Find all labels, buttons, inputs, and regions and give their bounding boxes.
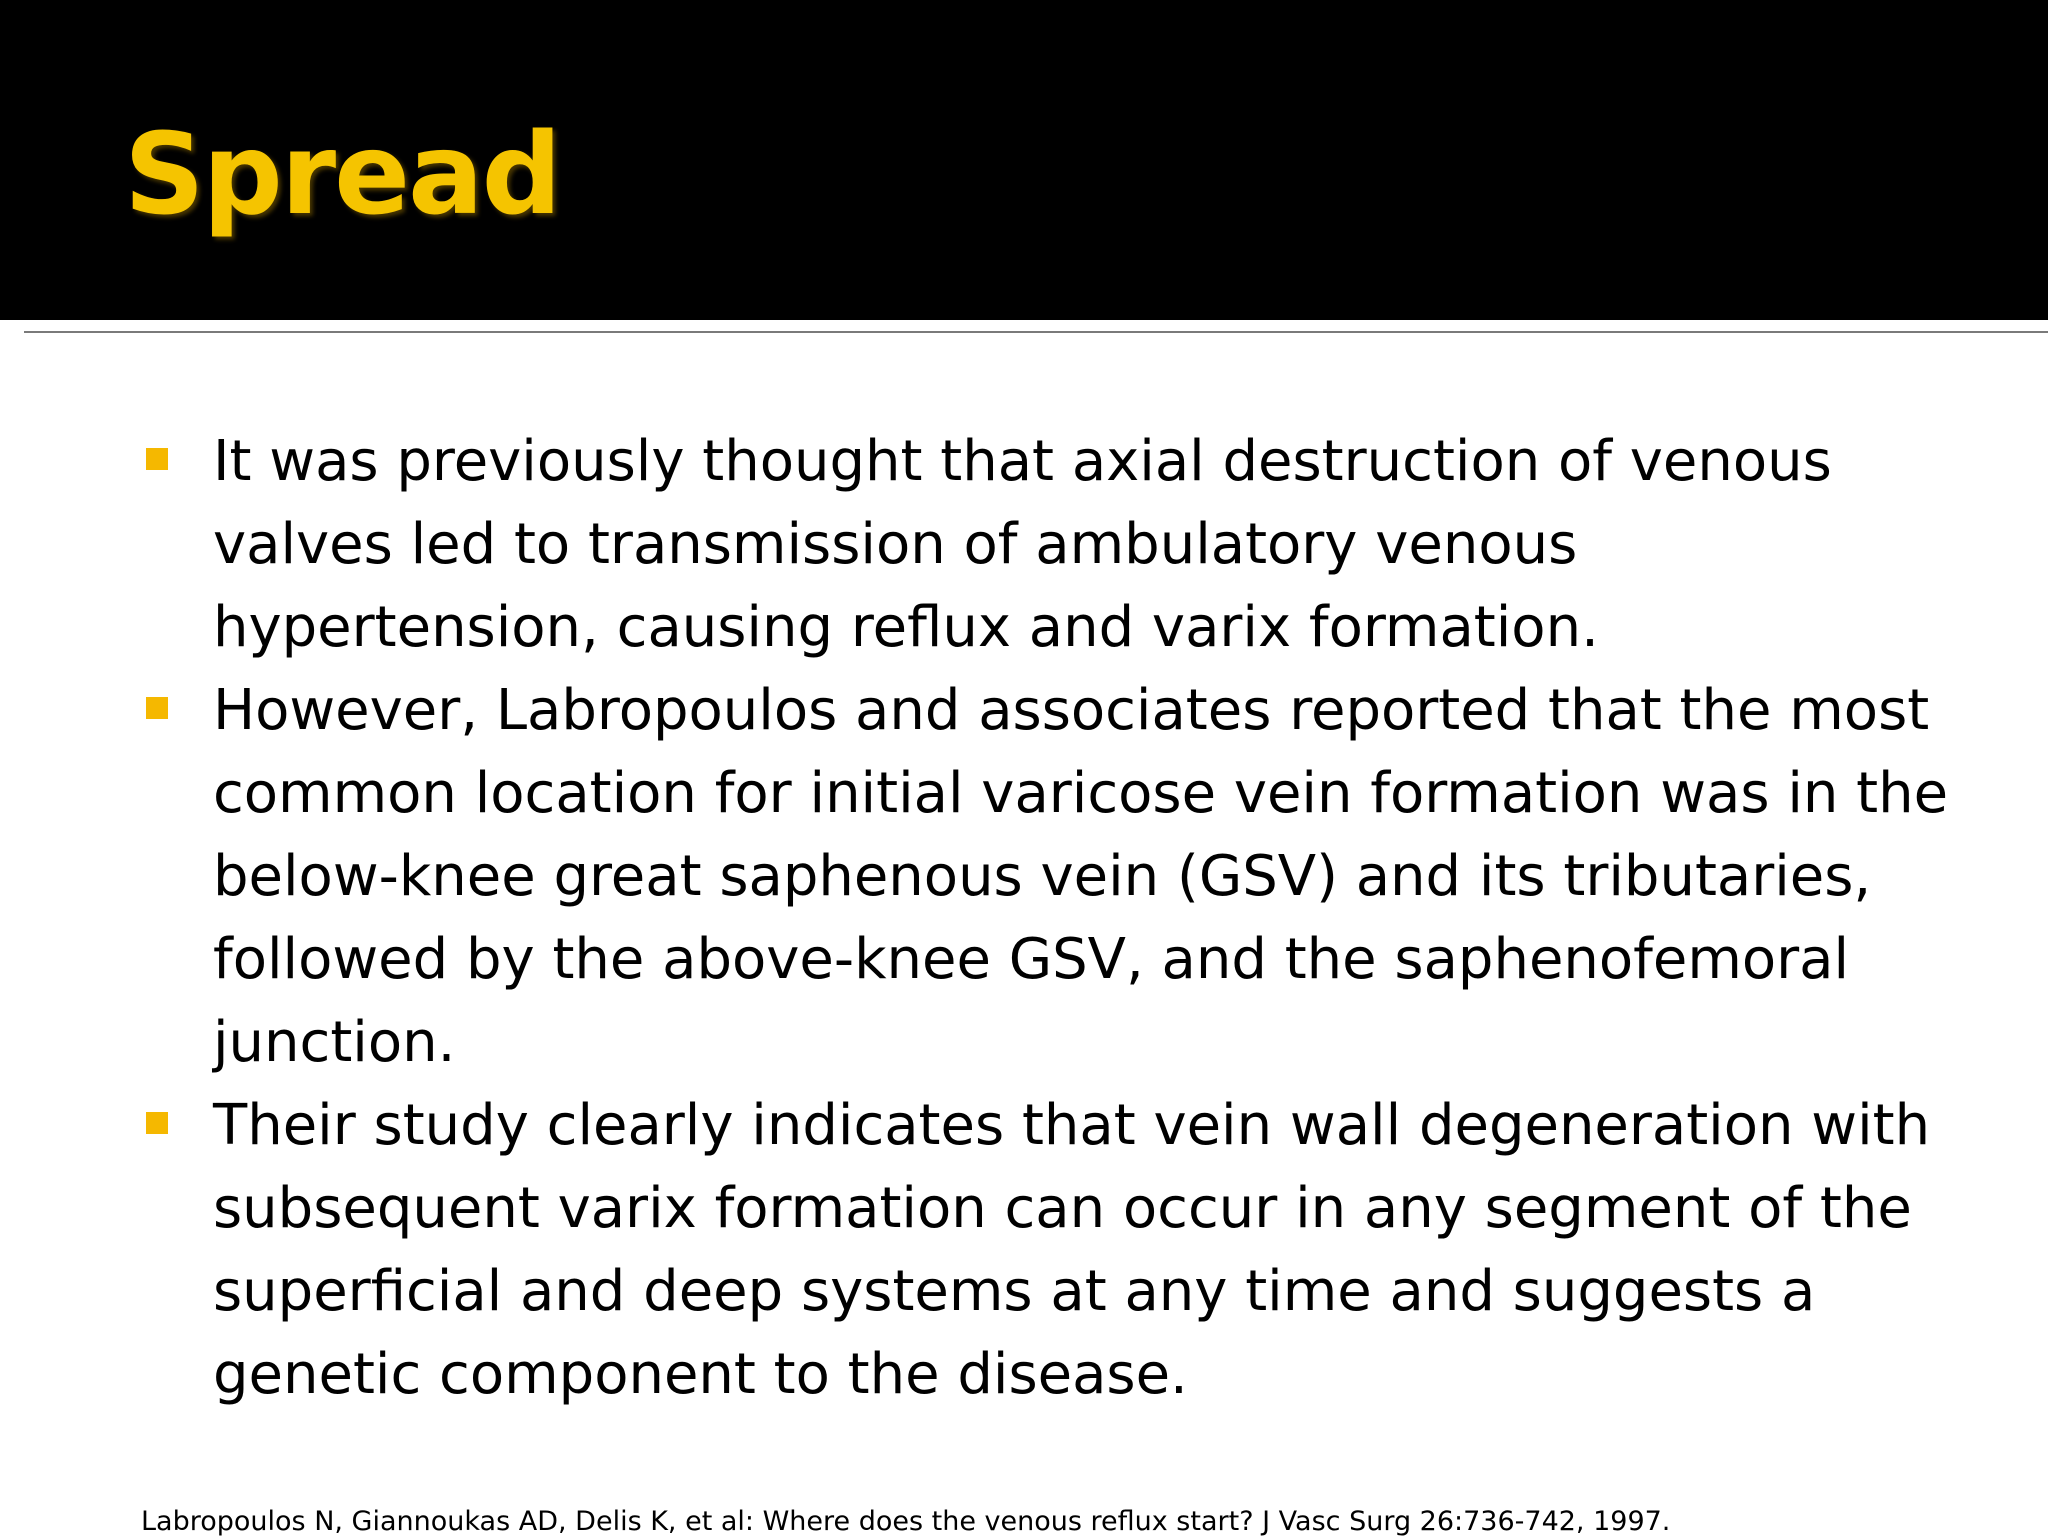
square-bullet-icon (146, 697, 168, 719)
bullet-item (0, 1084, 1973, 1416)
title-divider (24, 331, 2048, 333)
square-bullet-icon (146, 1112, 168, 1134)
bullet-list (0, 420, 2048, 1416)
slide-title: Spread (124, 110, 560, 240)
citation: Labropoulos N, Giannoukas AD, Delis K, et al: Where does the venous reflux start? J Vasc Surg 26:736-742, 1997. (141, 1506, 1671, 1536)
bullet-item (0, 669, 1973, 1084)
bullet-text: Their study clearly indicates that vein wall degeneration with subsequent varix formation can occur in any segment of the superficial and deep systems at any time and suggests a genetic component to the disease. (213, 1093, 1931, 1407)
square-bullet-icon (146, 448, 168, 470)
bullet-text: It was previously thought that axial destruction of venous valves led to transmission of ambulatory venous hypertension, causing reflux and varix formation. (213, 429, 1832, 660)
title-bar (0, 0, 2048, 320)
bullet-item (0, 420, 1973, 669)
bullet-text: However, Labropoulos and associates reported that the most common location for initial varicose vein formation was in the below-knee great saphenous vein (GSV) and its tributaries, followed by the above-knee GSV, and the saphenofemoral junction. (213, 678, 1949, 1075)
